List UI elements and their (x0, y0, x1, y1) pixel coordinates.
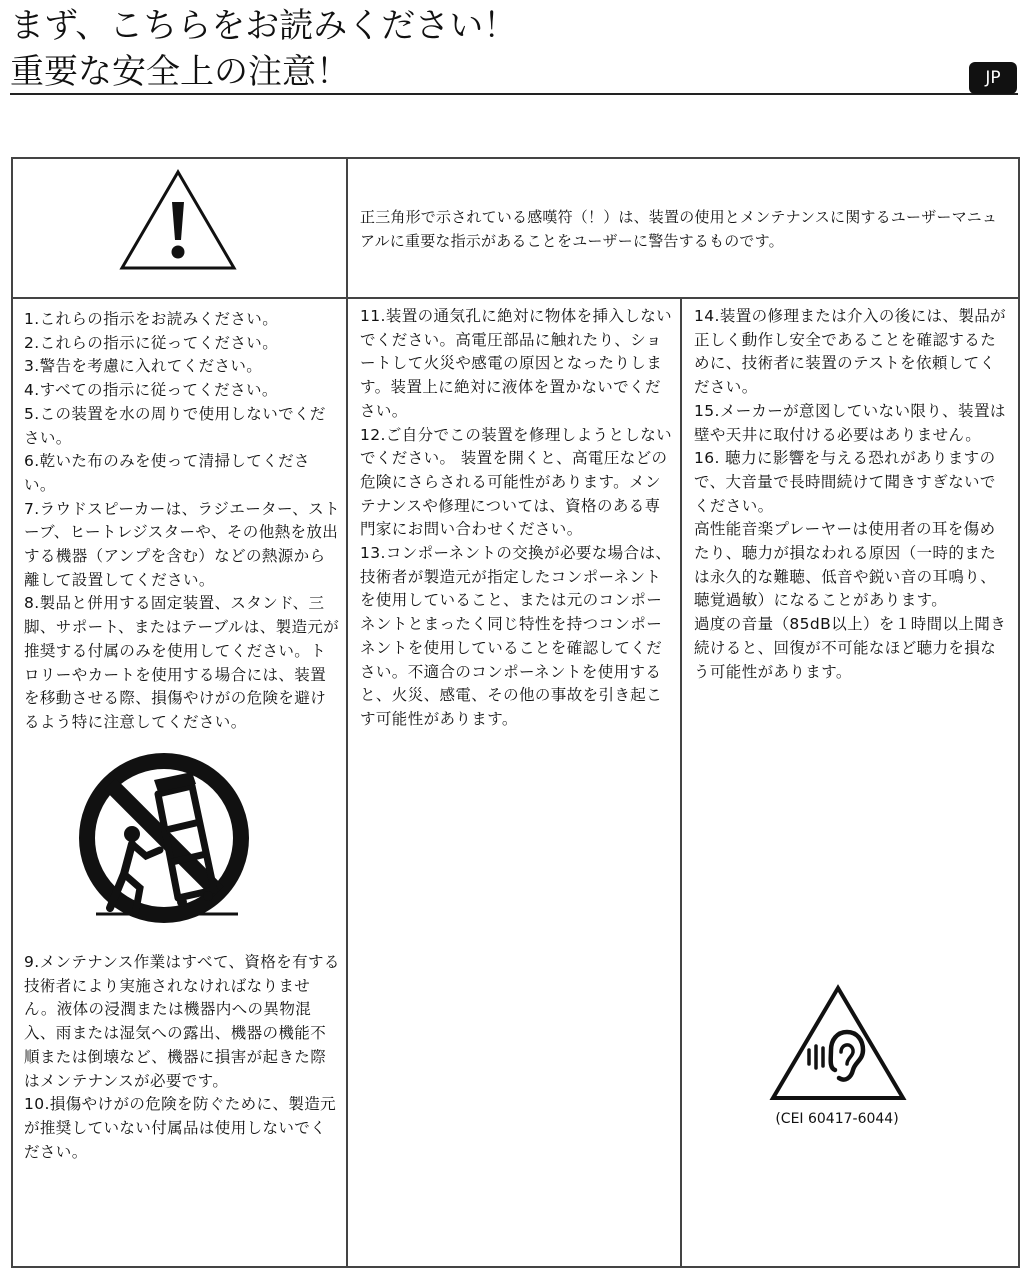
no-cart-tipping-icon (74, 752, 254, 924)
hearing-standard-caption: (CEI 60417-6044) (775, 1111, 899, 1127)
list-item: 16. 聴力に影響を与える恐れがありますので、大音量で長時間続けて聞きすぎないでください。 (694, 449, 996, 515)
list-item: 13.コンポーネントの交換が必要な場合は、技術者が製造元が指定したコンポーネントを使用していること、または元のコンポーネントとまったく同じ特性を持つコンポーネントを使用していることを確認してください。不適合のコンポーネントを使用すると、火災、感電、その他の事故を引き起こす可能性があります。 (360, 544, 672, 728)
list-item: 10.損傷やけがの危険を防ぐために、製造元が推奨していない付属品は使用しないでください。 (24, 1095, 337, 1161)
language-badge: JP (969, 62, 1017, 94)
list-item: 8.製品と併用する固定装置、スタンド、三脚、サポート、またはテーブルは、製造元が推奨する付属のみを使用してください。トロリーやカートを使用する場合には、装置を移動させる際、損傷やけがの危険を避けるよう特に注意してください。 (24, 594, 340, 731)
header-divider (10, 93, 1018, 95)
list-item: 過度の音量（85dB以上）を１時間以上聞き続けると、回復が不可能なほど聴力を損なう可能性があります。 (694, 615, 1007, 681)
column-1-bottom-list (24, 951, 340, 1164)
hearing-warning-triangle-icon (769, 984, 907, 1104)
list-item: 2.これらの指示に従ってください。 (24, 333, 279, 352)
list-item: 3.警告を考慮に入れてください。 (24, 357, 263, 376)
list-item: 12.ご自分でこの装置を修理しようとしないでください。 装置を開くと、高電圧などの危険にさらされる可能性があります。メンテナンスや修理については、資格のある専門家にお問い合わせください。 (360, 425, 673, 539)
list-item: 高性能音楽プレーヤーは使用者の耳を傷めたり、聴力が損なわれる原因（一時的または永久的な難聴、低音や鋭い音の耳鳴り、聴覚過敏）になることがあります。 (694, 520, 997, 610)
column-3-list (694, 305, 1010, 684)
list-item: 6.乾いた布のみを使って清掃してください。 (24, 452, 310, 494)
list-item: 11.装置の通気孔に絶対に物体を挿入しないでください。高電圧部品に触れたり、ショートして火災や感電の原因となったりします。装置上に絶対に液体を置かないでください。 (360, 307, 673, 420)
list-item: 7.ラウドスピーカーは、ラジエーター、ストーブ、ヒートレジスターや、その他熱を放出する機器（アンプを含む）などの熱源から離して設置してください。 (24, 499, 340, 589)
column-divider-1 (346, 157, 348, 1266)
page-title-line-1: まず、こちらをお読みください！ (10, 6, 518, 46)
list-item: 4.すべての指示に従ってください。 (24, 381, 278, 400)
warning-description: 正三角形で示されている感嘆符（！）は、装置の使用とメンテナンスに関するユーザーマニュアルに重要な指示があることをユーザーに警告するものです。 (360, 208, 998, 250)
list-item: 5.この装置を水の周りで使用しないでください。 (24, 404, 326, 447)
exclamation-warning-triangle-icon (118, 168, 238, 272)
page-title-line-2: 重要な安全上の注意！ (10, 52, 350, 92)
row-divider (11, 297, 1018, 299)
column-2-list (360, 305, 676, 732)
column-divider-2 (680, 298, 682, 1266)
column-1-top-list (24, 308, 340, 735)
list-item: 15.メーカーが意図していない限り、装置は 壁や天井に取付ける必要はありません。 (694, 401, 1006, 444)
list-item: 9.メンテナンス作業はすべて、資格を有する技術者により実施されなければなりません。液体の浸潤または機器内への異物混入、雨または湿気への露出、機器の機能不順または倒壊など、機器に損害が起きた際はメンテナンスが必要です。 (24, 953, 340, 1090)
list-item: 1.これらの指示をお読みください。 (24, 310, 279, 328)
list-item: 14.装置の修理または介入の後には、製品が正しく動作し安全であることを確認するために、技術者に装置のテストを依頼してください。 (694, 307, 1007, 397)
